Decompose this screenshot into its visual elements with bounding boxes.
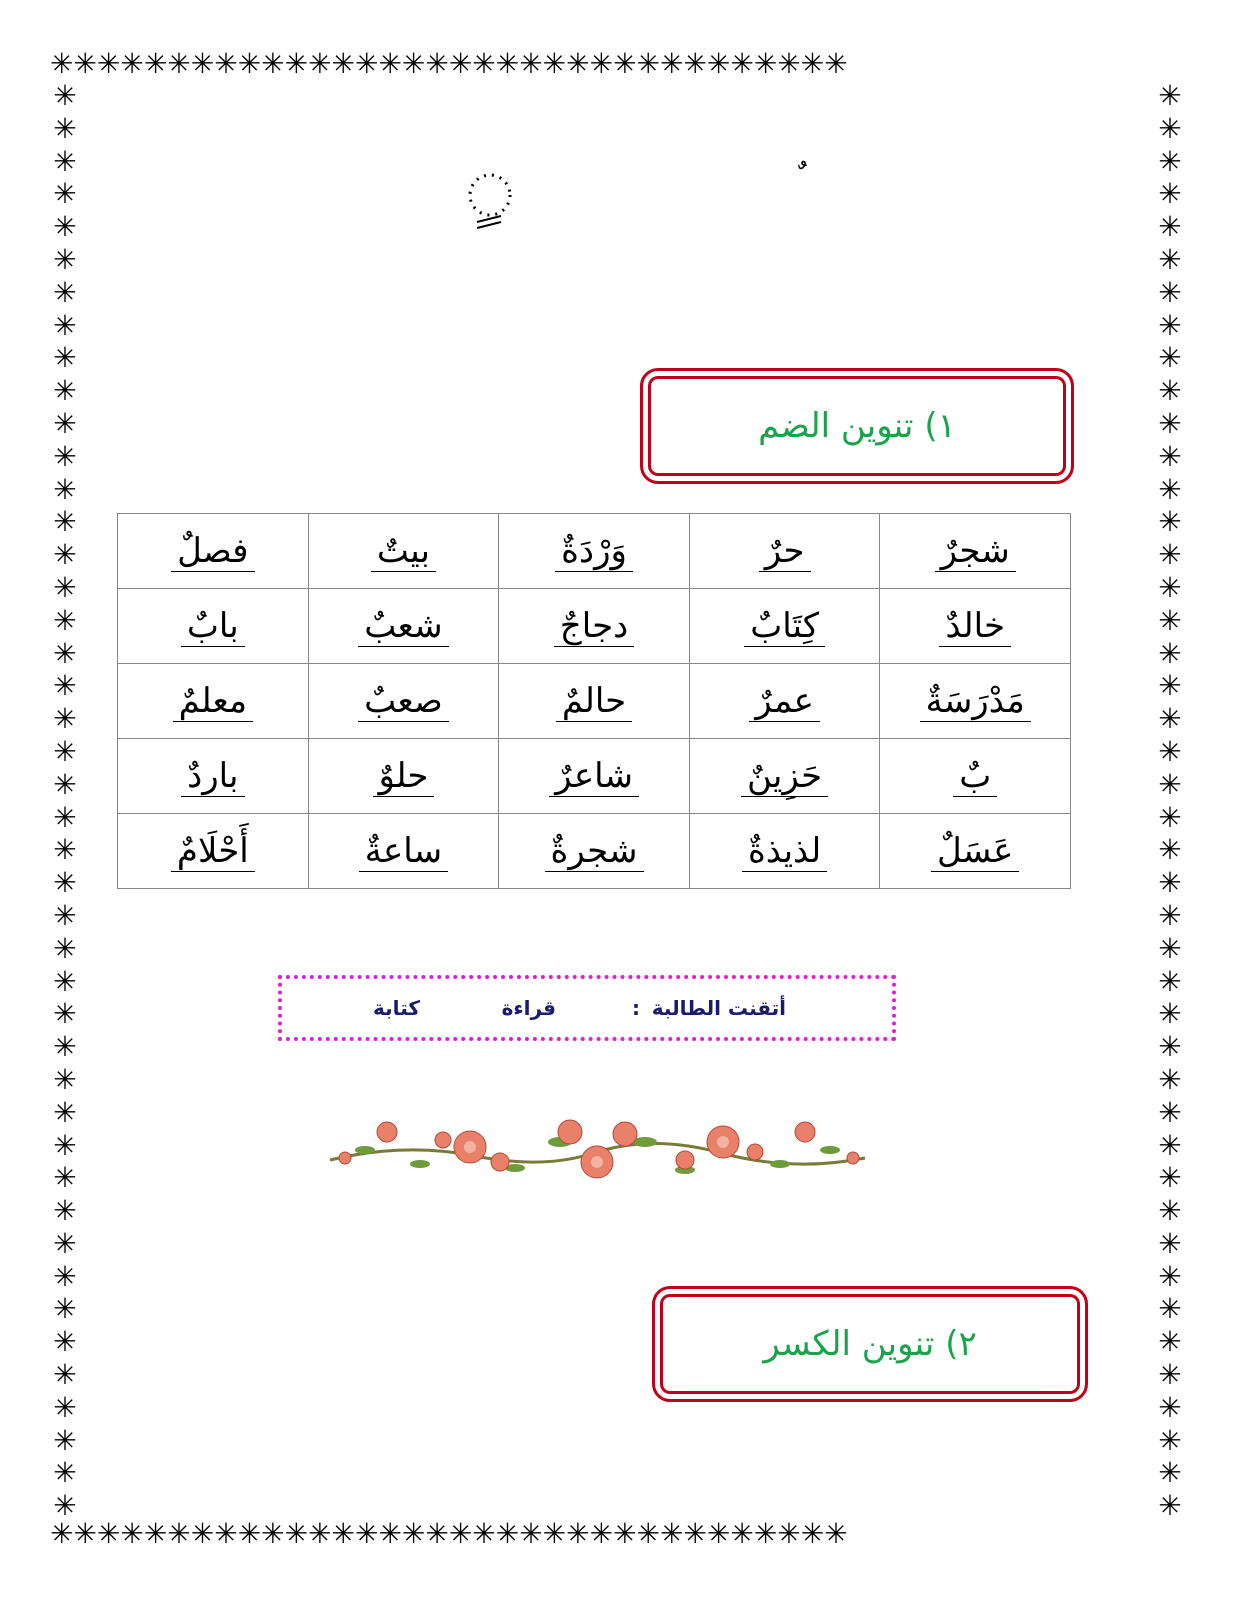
mastery-label: أتقنت الطالبة — [651, 996, 786, 1020]
table-cell — [118, 739, 309, 814]
table-row — [118, 814, 1071, 889]
star-border-top: ✳✳✳✳✳✳✳✳✳✳✳✳✳✳✳✳✳✳✳✳✳✳✳✳✳✳✳✳✳✳✳✳✳✳ — [50, 50, 848, 80]
word: شاعرٌ — [549, 756, 639, 797]
section-2-title-box — [652, 1286, 1088, 1402]
word: أَحْلَامٌ — [171, 831, 255, 872]
table-cell — [499, 739, 690, 814]
word: لذيذةٌ — [742, 831, 827, 872]
star-border-right: ✳✳✳✳✳✳✳✳✳✳✳✳✳✳✳✳✳✳✳✳✳✳✳✳✳✳✳✳✳✳✳✳✳✳✳✳✳✳✳✳✳✳✳✳ — [1158, 80, 1182, 1520]
word: حرٌ — [759, 531, 811, 572]
table-cell — [308, 514, 499, 589]
word: كِتَابٌ — [744, 606, 825, 647]
table-cell — [308, 739, 499, 814]
words-table — [117, 513, 1071, 889]
table-cell — [308, 589, 499, 664]
word: مَدْرَسَةٌ — [920, 681, 1031, 722]
section-2-title: ٢) تنوين الكسر — [763, 1324, 977, 1364]
table-cell — [499, 589, 690, 664]
flower-garland-icon — [325, 1112, 870, 1192]
table-cell — [880, 739, 1071, 814]
mastery-writing: كتابة — [373, 996, 420, 1020]
mastery-reading: قراءة — [501, 996, 556, 1020]
table-cell — [308, 664, 499, 739]
table-cell — [499, 814, 690, 889]
word: شعبٌ — [358, 606, 448, 647]
table-row — [118, 739, 1071, 814]
word: معلمٌ — [173, 681, 254, 722]
word: بيتٌ — [371, 531, 436, 572]
word: حلوٌ — [373, 756, 435, 797]
word: شجرٌ — [935, 531, 1016, 572]
star-border-left: ✳✳✳✳✳✳✳✳✳✳✳✳✳✳✳✳✳✳✳✳✳✳✳✳✳✳✳✳✳✳✳✳✳✳✳✳✳✳✳✳✳✳✳✳ — [53, 80, 77, 1520]
word: بٌ — [953, 756, 997, 797]
table-row — [118, 664, 1071, 739]
table-cell — [118, 664, 309, 739]
table-row — [118, 589, 1071, 664]
table-cell — [689, 814, 880, 889]
word: عمرٌ — [749, 681, 820, 722]
star-border-bottom: ✳✳✳✳✳✳✳✳✳✳✳✳✳✳✳✳✳✳✳✳✳✳✳✳✳✳✳✳✳✳✳✳✳✳ — [50, 1520, 848, 1550]
table-cell — [689, 514, 880, 589]
word: بابٌ — [181, 606, 245, 647]
word: صعبٌ — [358, 681, 449, 722]
table-row — [118, 514, 1071, 589]
word: عَسَلٌ — [931, 831, 1019, 872]
tanween-kasra-mark — [465, 170, 525, 250]
word: فصلٌ — [171, 531, 255, 572]
table-cell — [499, 514, 690, 589]
section-1-title-box — [640, 368, 1074, 484]
word: حالمٌ — [556, 681, 632, 722]
mastery-box — [278, 975, 896, 1041]
mastery-colon: : — [632, 996, 640, 1020]
table-cell — [689, 664, 880, 739]
table-cell — [308, 814, 499, 889]
word: وَرْدَةٌ — [555, 531, 633, 572]
table-cell — [118, 589, 309, 664]
table-cell — [689, 589, 880, 664]
section-1-title: ١) تنوين الضم — [758, 406, 956, 446]
table-cell — [880, 664, 1071, 739]
dotted-circle-icon — [465, 170, 525, 240]
table-cell — [880, 589, 1071, 664]
table-cell — [118, 514, 309, 589]
table-cell — [499, 664, 690, 739]
word: حَزِينٌ — [741, 756, 828, 797]
table-cell — [880, 814, 1071, 889]
table-cell — [880, 514, 1071, 589]
table-cell — [689, 739, 880, 814]
word: خالدٌ — [939, 606, 1011, 647]
table-cell — [118, 814, 309, 889]
word: دجاجٌ — [554, 606, 634, 647]
word: ساعةٌ — [359, 831, 448, 872]
word: باردٌ — [181, 756, 244, 797]
word: شجرةٌ — [545, 831, 644, 872]
